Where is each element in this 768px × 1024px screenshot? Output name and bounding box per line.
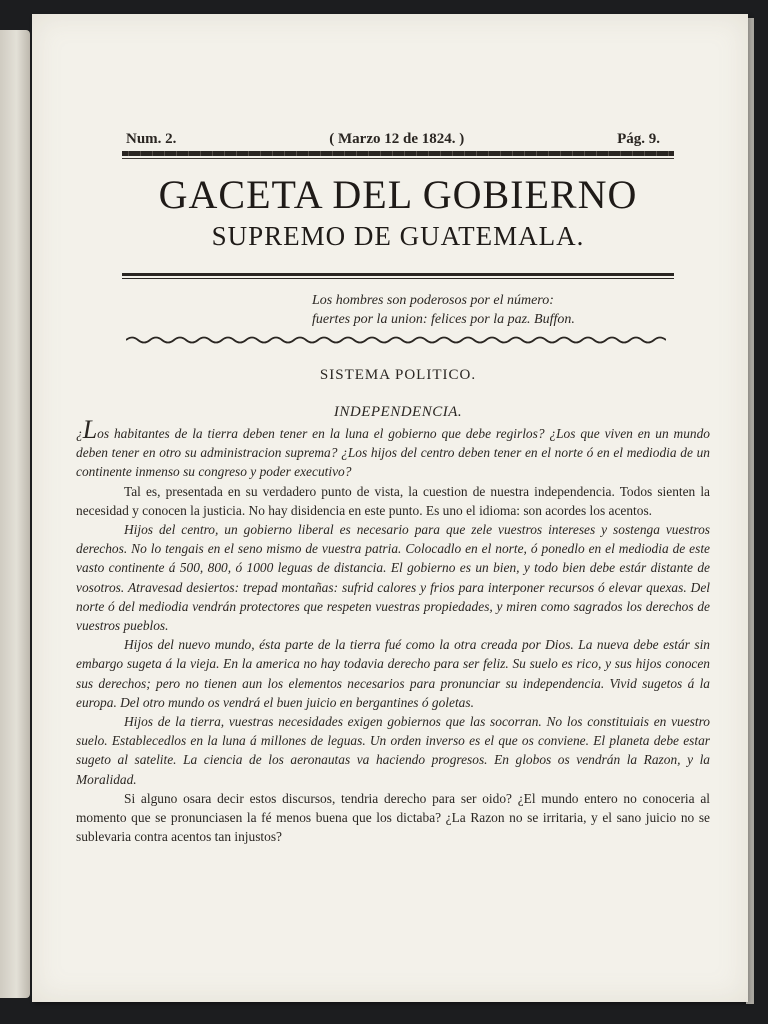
- drop-cap: L: [82, 415, 98, 444]
- paragraph-1: [76, 415, 710, 482]
- epigraph: [312, 291, 674, 329]
- subsection-title: INDEPENDENCIA.: [333, 404, 463, 420]
- paragraph-2: Tal es, presentada en su verdadero punto de vista, la cuestion de nuestra independencia. Todos sienten la necesidad y conocen la justicia. No hay disidencia en este punto. Es uno el idioma: son acordes los acentos.: [76, 483, 710, 518]
- masthead-rule: [122, 273, 674, 281]
- paragraph-4: Hijos del nuevo mundo, ésta parte de la tierra fué como la otra creada por Dios. La nueva debe estár sin embargo sugeta á la vieja. En la america no hay todavia derecho para ser feliz. Su suelo es rico, y sus hijos conocen sus derechos; pero no tienen aun los elementos necesarios para pronunciar su independencia. Vivid sugetos á la europa. Del otro mundo os vendrá el buen juicio en bergantines ó goletas.: [76, 637, 710, 710]
- epigraph-line-2: fuertes por la union: felices por la paz. Buffon.: [312, 312, 575, 327]
- newspaper-page: [32, 14, 748, 1002]
- page-number: Pág. 9.: [617, 131, 660, 147]
- masthead-subtitle: SUPREMO DE GUATEMALA.: [211, 221, 585, 251]
- paragraph-3: Hijos del centro, un gobierno liberal es necesario para que zele vuestros intereses y sostenga vuestros derechos. No lo tengais en el seno mismo de vuestra patria. Colocadlo en el norte, ó ponedlo en el mediodia de este vasto continente á 500, 800, ó 1000 leguas de distancia. El gobierno es un bien, y todo bien debe estár distante de vosotros. Atravesad desiertos: trepad montañas: sufrid calores y frios para interponer recursos ó elevar quexas. Del norte ó del mediodia vendrán protectores que respeten vuestras propiedades, y miren como sagrados los derechos de vuestros pueblos.: [76, 522, 710, 634]
- paragraph-6: Si alguno osara decir estos discursos, tendria derecho para ser oido? ¿El mundo entero no conoceria al momento que se pronunciasen la fé menos buena que los dictaba? ¿La Razon no se irritaria, y el sano juicio no se sublevaria contra acentos tan injustos?: [76, 790, 710, 845]
- previous-page-edge: [0, 30, 30, 998]
- section-title: SISTEMA POLITICO.: [319, 367, 477, 383]
- page-content: [76, 124, 710, 846]
- opening-question-mark: ¿: [76, 426, 83, 441]
- issue-number: Num. 2.: [126, 131, 177, 147]
- issue-header: [122, 124, 674, 148]
- masthead-title: GACETA DEL GOBIERNO: [158, 172, 638, 217]
- wavy-divider: [126, 335, 666, 345]
- header-rule-thin: [122, 158, 674, 159]
- paragraph-1-text: os habitantes de la tierra deben tener en la luna el gobierno que debe regirlos? ¿Los que viven en un mundo deben tener en otro su administracion suprema? ¿Los hijos del centro deben tener en el norte ó en el mediodia de un continente inmenso su congreso y poder executivo?: [76, 426, 710, 480]
- header-rule: [122, 151, 674, 156]
- epigraph-line-1: Los hombres son poderosos por el número:: [312, 293, 554, 308]
- paragraph-5: Hijos de la tierra, vuestras necesidades exigen gobiernos que las socorran. No los constituiais en vuestro suelo. Establecedlos en la luna á millones de leguas. Un orden inverso es el que os conviene. El planeta debe estar sugeto al satelite. La ciencia de los aeronautas va haciendo progresos. En globos os vendrán la Razon, y la Moralidad.: [76, 714, 710, 787]
- issue-date: ( Marzo 12 de 1824. ): [329, 131, 465, 147]
- article-body: [76, 415, 710, 846]
